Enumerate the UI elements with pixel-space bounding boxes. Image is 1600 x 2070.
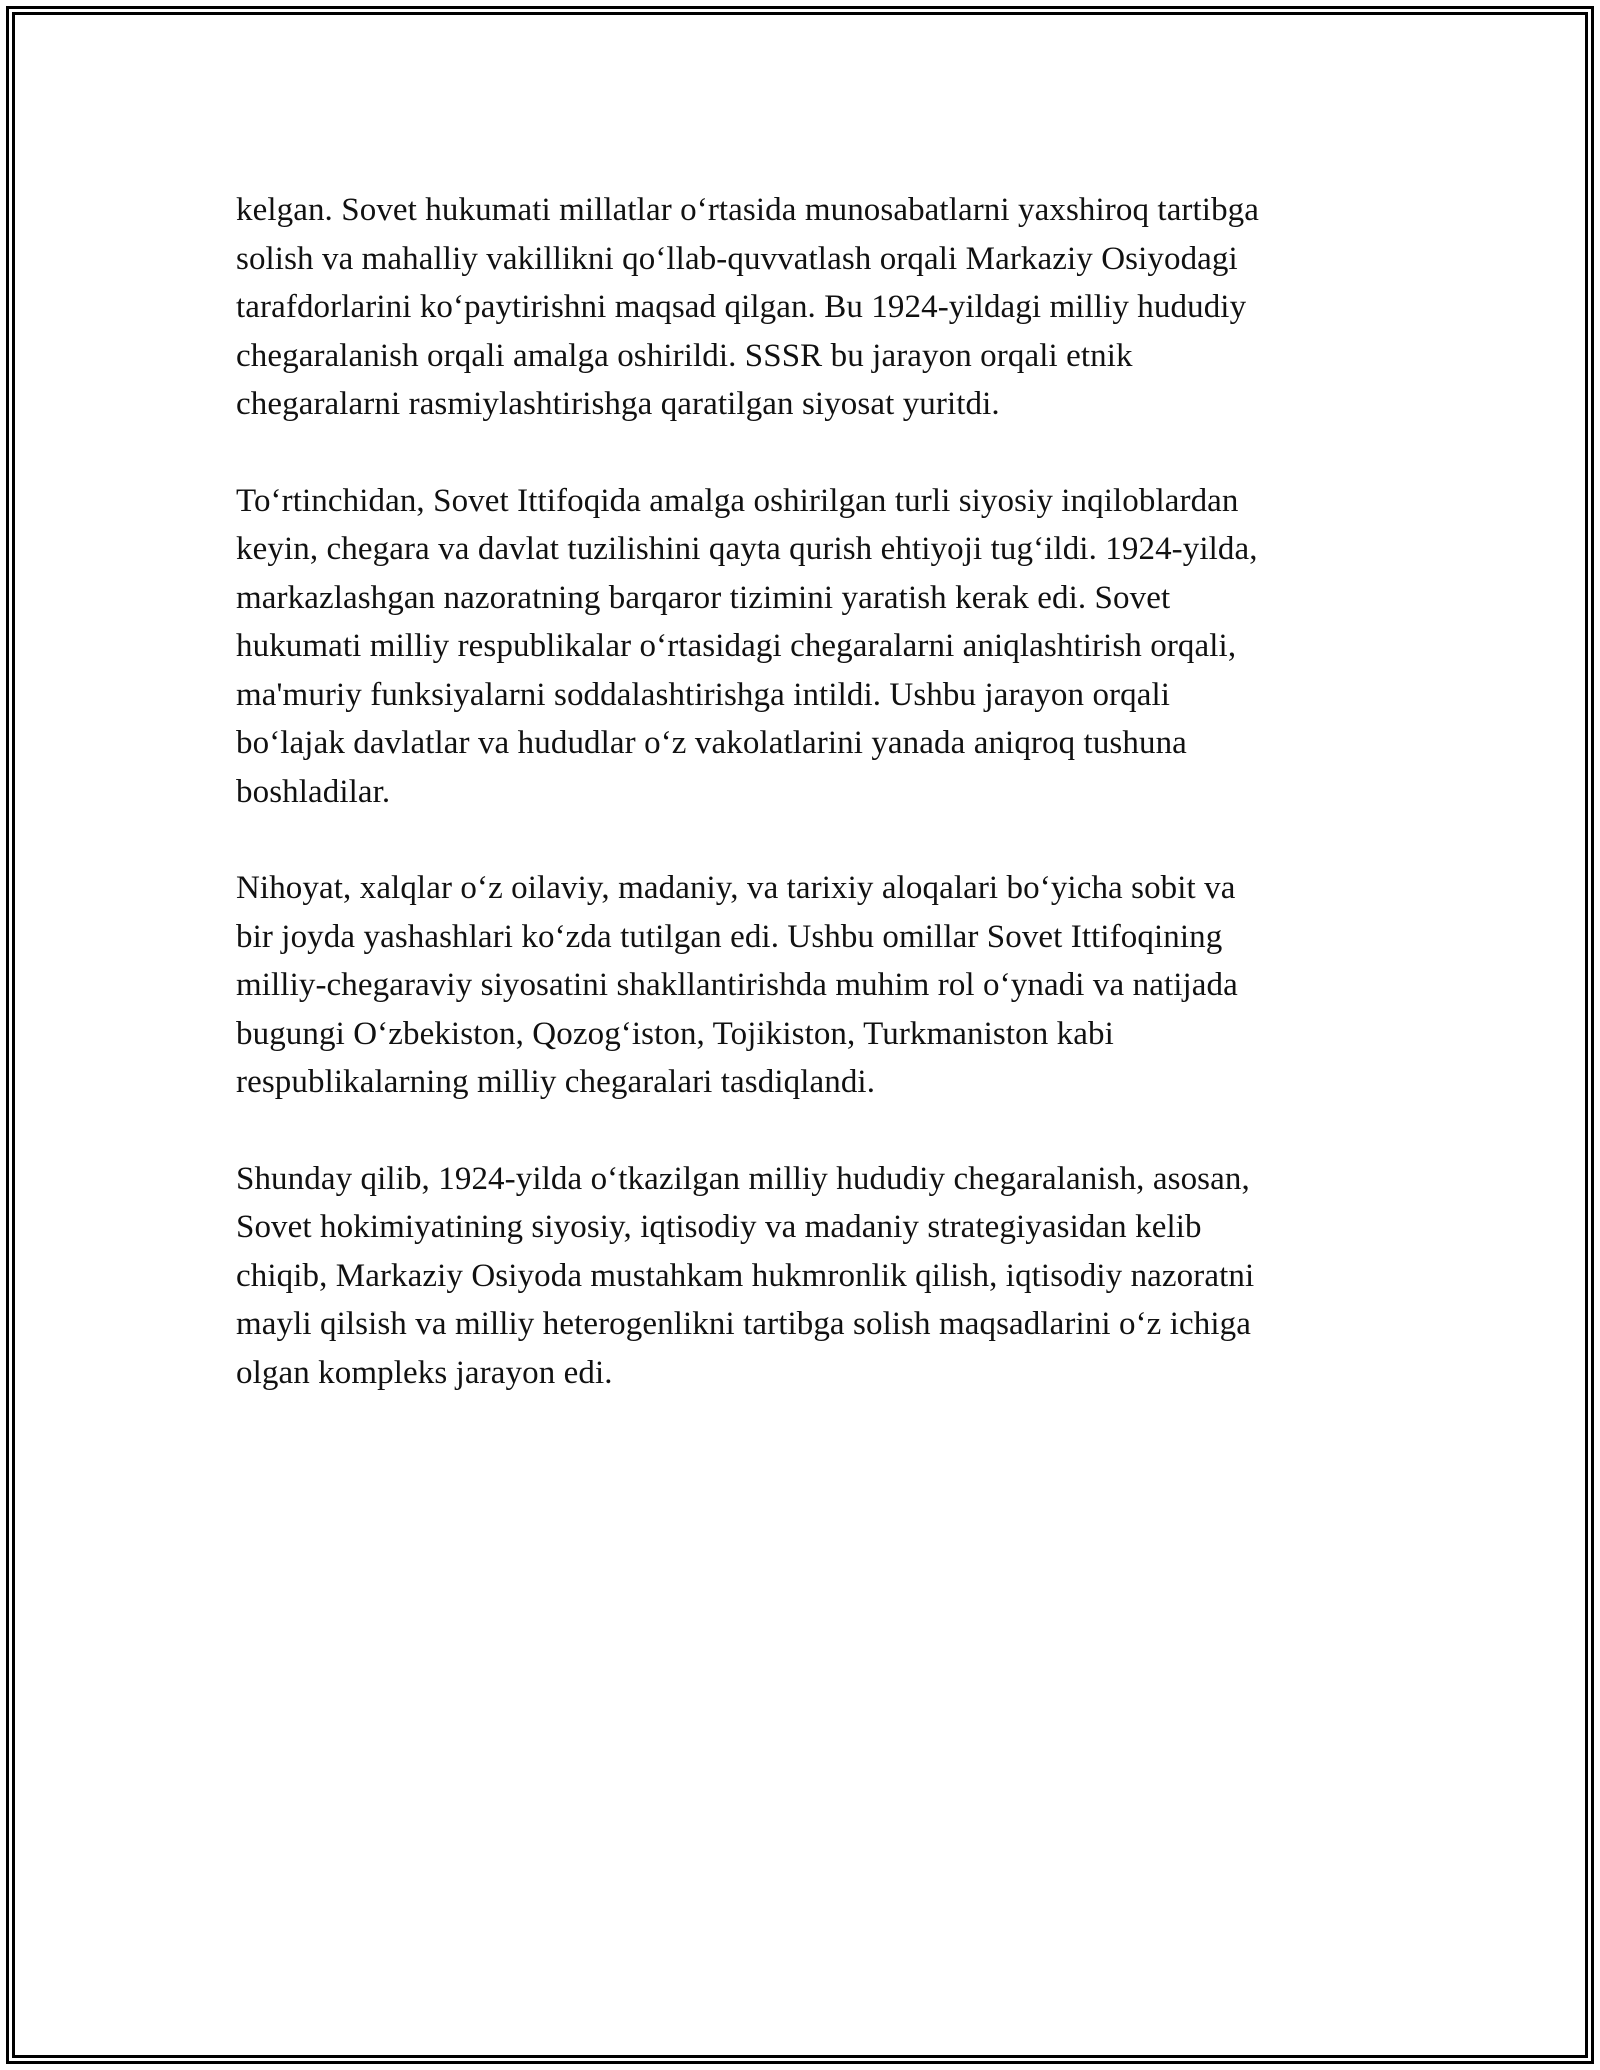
paragraph-1: kelgan. Sovet hukumati millatlar o‘rtasida munosabatlarni yaxshiroq tartibga solish va mahalliy vakillikni qo‘llab-quvvatlash orqali Markaziy Osiyodagi tarafdorlarini ko‘paytirishni maqsad qilgan. Bu 1924-yildagi milliy hududiy chegaralanish orqali amalga oshirildi. SSSR bu jarayon orqali etnik chegaralarni rasmiylashtirishga qaratilgan siyosat yuritdi. [236, 192, 1260, 422]
document-body [236, 186, 1366, 1445]
paragraph-2: To‘rtinchidan, Sovet Ittifoqida amalga oshirilgan turli siyosiy inqiloblardan keyin, chegara va davlat tuzilishini qayta qurish ehtiyoji tug‘ildi. 1924-yilda, markazlashgan nazoratning barqaror tizimini yaratish kerak edi. Sovet hukumati milliy respublikalar o‘rtasidagi chegaralarni aniqlashtirish orqali, ma'muriy funksiyalarni soddalashtirishga intildi. Ushbu jarayon orqali bo‘lajak davlatlar va hududlar o‘z vakolatlarini yanada aniqroq tushuna boshladilar. [236, 482, 1258, 810]
paragraph-3: Nihoyat, xalqlar o‘z oilaviy, madaniy, va tarixiy aloqalari bo‘yicha sobit va bir joyda yashashlari ko‘zda tutilgan edi. Ushbu omillar Sovet Ittifoqining milliy-chegaraviy siyosatini shakllantirishda muhim rol o‘ynadi va natijada bugungi O‘zbekiston, Qozog‘iston, Tojikiston, Turkmaniston kabi respublikalarning milliy chegaralari tasdiqlandi. [236, 870, 1238, 1100]
paragraph-4: Shunday qilib, 1924-yilda o‘tkazilgan milliy hududiy chegaralanish, asosan, Sovet hokimiyatining siyosiy, iqtisodiy va madaniy strategiyasidan kelib chiqib, Markaziy Osiyoda mustahkam hukmronlik qilish, iqtisodiy nazoratni mayli qilsish va milliy heterogenlikni tartibga solish maqsadlarini o‘z ichiga olgan kompleks jarayon edi. [236, 1160, 1255, 1391]
